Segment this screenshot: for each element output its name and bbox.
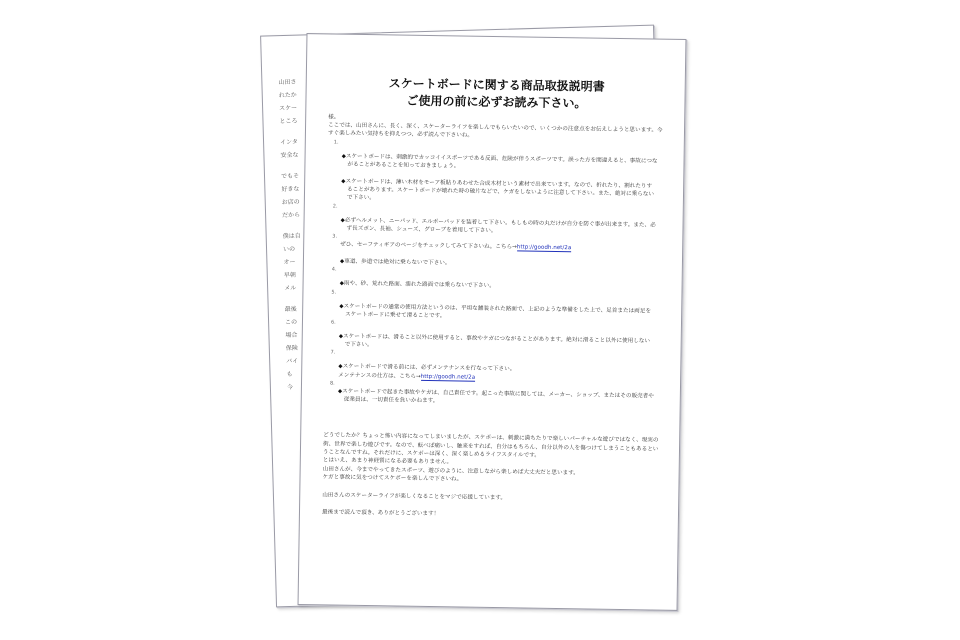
notice-text: スケートボードの通常の使用方法というのは、平坦な舗装された路面で、上記のような準備をした上で、足首または両足をスケートボードに乗せて滑ることです。 — [343, 303, 651, 320]
margin-mark: 2. — [332, 203, 338, 210]
document-title — [328, 74, 664, 113]
margin-mark: 1. — [333, 139, 339, 146]
back-line: いの — [282, 245, 296, 254]
notice-text: ぜひ、セーフティギアのページをチェックしてみて下さいね。こちら→ — [340, 241, 517, 251]
closing-line: ケガと事故に気をつけてスケボーを楽しんで下さいね。 — [322, 474, 463, 483]
closing-line: 山田さんが、今までやってきたスポーツ、遊びのように、注意しながら楽しめば大丈夫だと思います。 — [322, 466, 579, 477]
back-line: オー — [283, 258, 296, 267]
margin-mark: 5. — [331, 289, 337, 296]
diamond-bullet-icon: ◆ — [338, 364, 343, 371]
back-line: でもそ — [280, 172, 300, 181]
closing-line: とはいえ、あまり神経質になる必要もありません。 — [322, 457, 453, 466]
back-line: だから — [282, 211, 301, 220]
notice-text: 雨や、砂、荒れた路面、濡れた路面では乗らないで下さい。 — [343, 281, 495, 290]
back-line: バイ — [286, 357, 299, 366]
title-line-2: ご使用の前に必ずお読み下さい。 — [406, 93, 587, 111]
front-page — [298, 33, 687, 611]
back-line: 僕は自 — [282, 232, 301, 241]
margin-mark: 6. — [330, 319, 336, 326]
back-line: ところ — [279, 117, 298, 126]
notice-text: スケートボードは、薄い木材をモーア板貼りあわせた合成木材という素材で出来ています。なので、折れたり、割れたりすることがあります。スケートボードが壊れた時の破片などで、ケガをしないように注意して下さい。また、絶対に乗らないで下さい。 — [345, 178, 655, 202]
diamond-bullet-icon: ◆ — [339, 281, 344, 288]
back-line: メル — [284, 284, 297, 293]
thanks-message: 最後まで読んで頂き、ありがとうございます！ — [321, 509, 440, 518]
back-line: インタ — [279, 138, 298, 147]
back-line: この — [285, 318, 298, 327]
diamond-bullet-icon: ◆ — [339, 258, 345, 265]
closing-paragraph: どうでしたか？ちょっと怖い内容になってしまいましたが、スケボーは、刺激に満ちたりで楽しいパーチャルな遊びではなく、現実の街、世界で楽しむ遊びです。なので、転べば痛いし、触来をすれば、自分はもちろん、自分以外の人を傷つけてしまうこともあるということなんですね。それだけに、スケボーは深く、深く楽しめるライフスタイルです。 — [322, 432, 659, 459]
back-line: お店の — [281, 198, 300, 207]
document-body — [322, 74, 665, 522]
maintenance-link[interactable]: http://goodh.net/2a — [420, 373, 476, 381]
safety-gear-link[interactable]: http://goodh.net/2a — [516, 244, 572, 252]
back-line: 最後 — [284, 305, 297, 314]
diamond-bullet-icon: ◆ — [337, 388, 343, 395]
back-line: スケー — [279, 104, 298, 113]
notice-text: 車道、歩道では絶対に乗らないで下さい。 — [344, 258, 451, 267]
back-line: れたか — [278, 91, 297, 100]
notice-text: 必ずヘルメット、ニーパッド、エルボーパッドを装着して下さい。もしもの時の丸だけが自分を防ぐ事が出来ます。また、必ず長ズボン、長袖、シューズ、グローブを着用して下さい。 — [344, 217, 656, 234]
salutation: 様。 — [328, 114, 340, 121]
diamond-bullet-icon: ◆ — [339, 303, 344, 310]
back-line: 早朝 — [283, 271, 296, 280]
margin-mark: 4. — [331, 266, 337, 273]
support-message: 山田さんのスケーターライフが楽しくなることをマジで応援しています。 — [322, 492, 507, 501]
back-line: 山田さ — [278, 78, 297, 87]
diamond-bullet-icon: ◆ — [340, 217, 345, 224]
diamond-bullet-icon: ◆ — [341, 178, 346, 185]
notice-text: スケートボードで滑る前には、必ずメンテナンスを行なって下さい。 — [342, 364, 516, 373]
diamond-bullet-icon: ◆ — [338, 333, 344, 340]
back-line: も — [286, 370, 293, 379]
margin-mark: 8. — [329, 380, 335, 387]
notice-text: スケートボードは、滑ること以外に使用すると、事故やケガにつながることがあります。絶対に滑ること以外に使用しないで下さい。 — [343, 333, 651, 349]
back-line: 好きな — [281, 185, 300, 194]
back-line: 保険 — [285, 344, 298, 353]
intro-paragraph: ここでは、山田さんに、長く、深く、スケーターライフを楽しんでもらいたいので、いくつかの注意点をお伝えしようと思います。今すぐ楽しみたい気持ちを抑えつつ、必ず読んで下さいね。 — [327, 122, 663, 140]
notice-text: メンテナンスの仕方は、こちら→ — [338, 372, 421, 380]
diamond-bullet-icon: ◆ — [341, 153, 346, 160]
back-line: 場合 — [285, 331, 298, 340]
margin-mark: 7. — [330, 349, 336, 356]
back-line: 今 — [286, 383, 294, 391]
notice-text: スケートボードで起きた事故やケガは、自己責任です。起こった事故に関しては、メーカー、ショップ、またはその販売者や従業員は、一切責任を負いかねます。 — [342, 388, 654, 405]
margin-mark: 3. — [332, 233, 338, 240]
notice-text: スケートボードは、刺激的でカッコイイスポーツである反面、危険が伴うスポーツです。誤った方を間違えると、事故につながることがあることを知っておきましょう。 — [345, 153, 658, 170]
title-line-1: スケートボードに関する商品取扱説明書 — [388, 76, 605, 94]
back-line: 安全な — [280, 151, 299, 160]
